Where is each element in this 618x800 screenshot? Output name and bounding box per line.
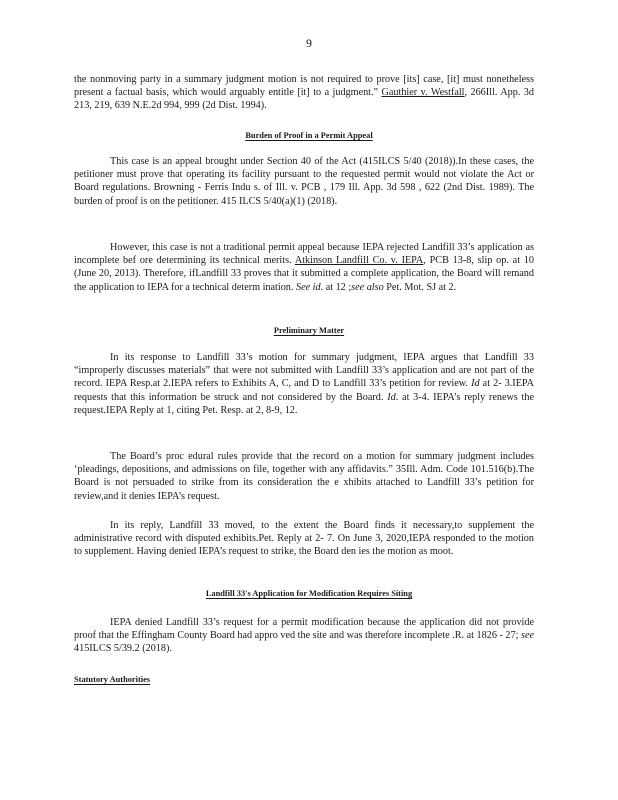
- response-text-2: at 2- 3.IEPA requests that this information be struck and not considered by the Board.: [74, 378, 535, 403]
- case-citation-atkinson: Atkinson Landfill Co. v. IEPA: [294, 255, 424, 267]
- siting-text: IEPA denied Landfill 33’s request for a permit modification because the application did not provide proof that the Effingham County Board had appro ved the site and was therefore incomplete .R. at 1826 - 27;: [74, 617, 534, 642]
- see-id: See id: [295, 281, 321, 293]
- response-paragraph: [74, 351, 534, 417]
- heading-burden-of-proof: Burden of Proof in a Permit Appeal: [245, 131, 373, 140]
- however-text-2: , PCB 13-8, slip op. at 10 (June 20, 2013). Therefore, ifLandfill 33 proves that it submitted a complete application, the Board will remand the application to IEPA for a technical determ ination.: [74, 255, 535, 293]
- intro-text: the nonmoving party in a summary judgment motion is not required to prove [its] case, [it] must nonetheless present a factual basis, which would arguably entitle [it] to a judgment.”: [74, 74, 534, 99]
- however-paragraph: [74, 241, 534, 294]
- intro-paragraph: [74, 73, 534, 113]
- response-text-3: . at 3-4. IEPA’s reply renews the request.IEPA Reply at 1, citing Pet. Resp. at 2, 8-9, 12.: [74, 391, 535, 416]
- heading-statutory-authorities: Statutory Authorities: [74, 675, 151, 684]
- burden-paragraph: [74, 155, 534, 208]
- response-text: In its response to Landfill 33’s motion for summary judgment, IEPA argues that Landfill 33 “improperly discusses materials” that were not submitted with Landfill 33’s application and are not part of the record. IEPA Resp.at 2.IEPA refers to Exhibits A, C, and D to Landfill 33’s petition for review.: [74, 352, 534, 390]
- reply-paragraph: [74, 519, 534, 559]
- case-citation-gauthier: Gauthier v. Westfall: [381, 87, 465, 99]
- burden-text: This case is an appeal brought under Section 40 of the Act (415ILCS 5/40 (2018)).In these cases, the petitioner must prove that operating its facility pursuant to the requested permit would not violate the Act or Board regulations. Browning - Ferris Indu s. of Ill. v. PCB , 179 Ill. App. 3d 598 , 622 (2nd Dist. 1989). The burden of proof is on the petitioner. 415 ILCS 5/40(a)(1) (2018).: [74, 156, 534, 207]
- see-citation: see: [520, 630, 534, 642]
- id-citation-2: Id: [387, 391, 396, 403]
- see-also: see also: [351, 281, 384, 293]
- id-citation-1: Id: [471, 378, 480, 390]
- rules-text: The Board’s proc edural rules provide that the record on a motion for summary judgment includes ‘pleadings, depositions, and admissions on file, together with any affidavits.” 35Ill. Adm. Code 101.516(b).The Board is not persuaded to strike from its consideration the e xhibits attached to Landfill 33’s petition for review,and it denies IEPA’s request.: [74, 451, 534, 502]
- heading-preliminary-matter: Preliminary Matter: [273, 326, 345, 335]
- however-text: However, this case is not a traditional permit appeal because IEPA rejected Landfill 33’s application as incomplete bef ore determining its technical merits.: [74, 242, 534, 267]
- intro-citation-text: , 266Ill. App. 3d 213, 219, 639 N.E.2d 994, 999 (2d Dist. 1994).: [74, 87, 534, 112]
- however-text-3: . at 12 ;: [320, 281, 352, 293]
- rules-paragraph: [74, 450, 534, 503]
- reply-text: In its reply, Landfill 33 moved, to the extent the Board finds it necessary,to supplement the administrative record with disputed exhibits.Pet. Reply at 2- 7. On June 3, 2020,IEPA responded to the motion to supplement. Having denied IEPA’s request to strike, the Board den ies the motion as moot.: [74, 520, 534, 558]
- page-number: 9: [306, 36, 312, 50]
- heading-siting: Landfill 33's Application for Modification Requires Siting: [205, 589, 413, 598]
- siting-text-2: 415ILCS 5/39.2 (2018).: [74, 643, 172, 655]
- siting-paragraph: [74, 616, 534, 656]
- however-text-4: Pet. Mot. SJ at 2.: [383, 281, 457, 293]
